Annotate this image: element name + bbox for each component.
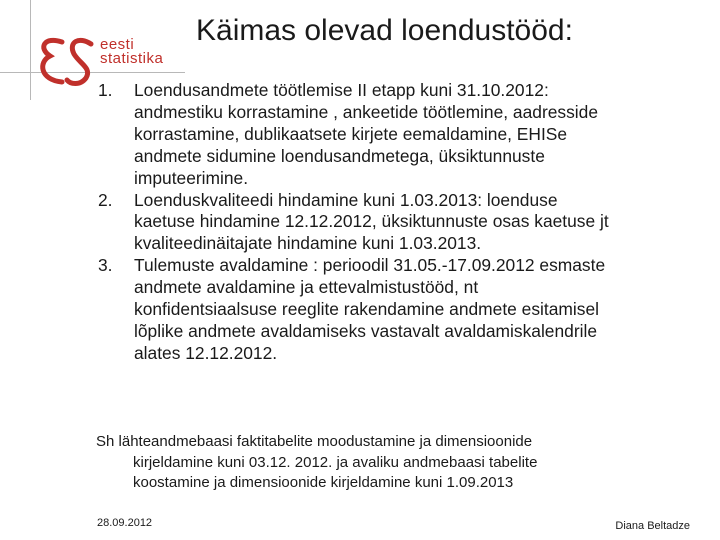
list-item-line: andmete sidumine loendusandmetega, üksiktunnuste — [134, 145, 545, 166]
footer-author: Diana Beltadze — [615, 520, 690, 532]
list-item-line: Tulemuste avaldamine : perioodil 31.05.-17.09.2012 esmaste — [134, 255, 606, 276]
list-item-line: Loendusandmete töötlemise II etapp kuni 31.10.2012: — [134, 80, 549, 100]
list-item-number: 2. — [98, 189, 113, 210]
list-item-line: andmestiku korrastamine , ankeetide töötlemine, aadresside — [134, 101, 599, 122]
logo-wordmark-line2: statistika — [100, 50, 164, 67]
note-line: Sh lähteandmebaasi faktitabelite moodustamine ja dimensioonide — [96, 433, 533, 450]
list-item — [92, 190, 692, 256]
list-item-line: alates 12.12.2012. — [134, 342, 278, 363]
database-note — [96, 432, 696, 494]
list-item-line: Loenduskvaliteedi hindamine kuni 1.03.2013: loenduse — [134, 189, 558, 210]
list-item-line: kvaliteedinäitajate hindamine kuni 1.03.2013. — [134, 233, 482, 254]
list-item-line: kaetuse hindamine 12.12.2012, üksiktunnuste osas kaetuse jt — [134, 211, 609, 232]
list-item-number: 3. — [98, 255, 113, 276]
list-item-line: korrastamine, dublikaatsete kirjete eemaldamine, EHISe — [134, 123, 568, 144]
list-item-line: konfidentsiaalsuse reeglite rakendamine andmete esitamisel — [134, 299, 599, 320]
work-items-list — [92, 80, 692, 365]
list-item-line: imputeerimine. — [134, 167, 249, 188]
note-line: kirjeldamine kuni 03.12. 2012. ja avaliku andmebaasi tabelite — [133, 453, 538, 471]
note-line: koostamine ja dimensioonide kirjeldamine kuni 1.09.2013 — [133, 474, 514, 491]
logo-es-mark-icon — [34, 34, 96, 92]
list-item — [92, 255, 692, 365]
list-item-line: andmete avaldamine ja ettevalmistustööd, nt — [134, 277, 479, 298]
list-item — [92, 80, 692, 190]
list-item-line: lõplike andmete avaldamiseks vastavalt avaldamiskalendrile — [134, 320, 598, 341]
list-item-number: 1. — [98, 80, 113, 100]
logo-vertical-rule — [30, 0, 31, 100]
slide-title: Käimas olevad loendustööd: — [196, 14, 573, 47]
logo-wordmark — [100, 38, 163, 66]
footer-date: 28.09.2012 — [97, 517, 153, 529]
logo-wordmark-line1: eesti — [100, 36, 135, 53]
